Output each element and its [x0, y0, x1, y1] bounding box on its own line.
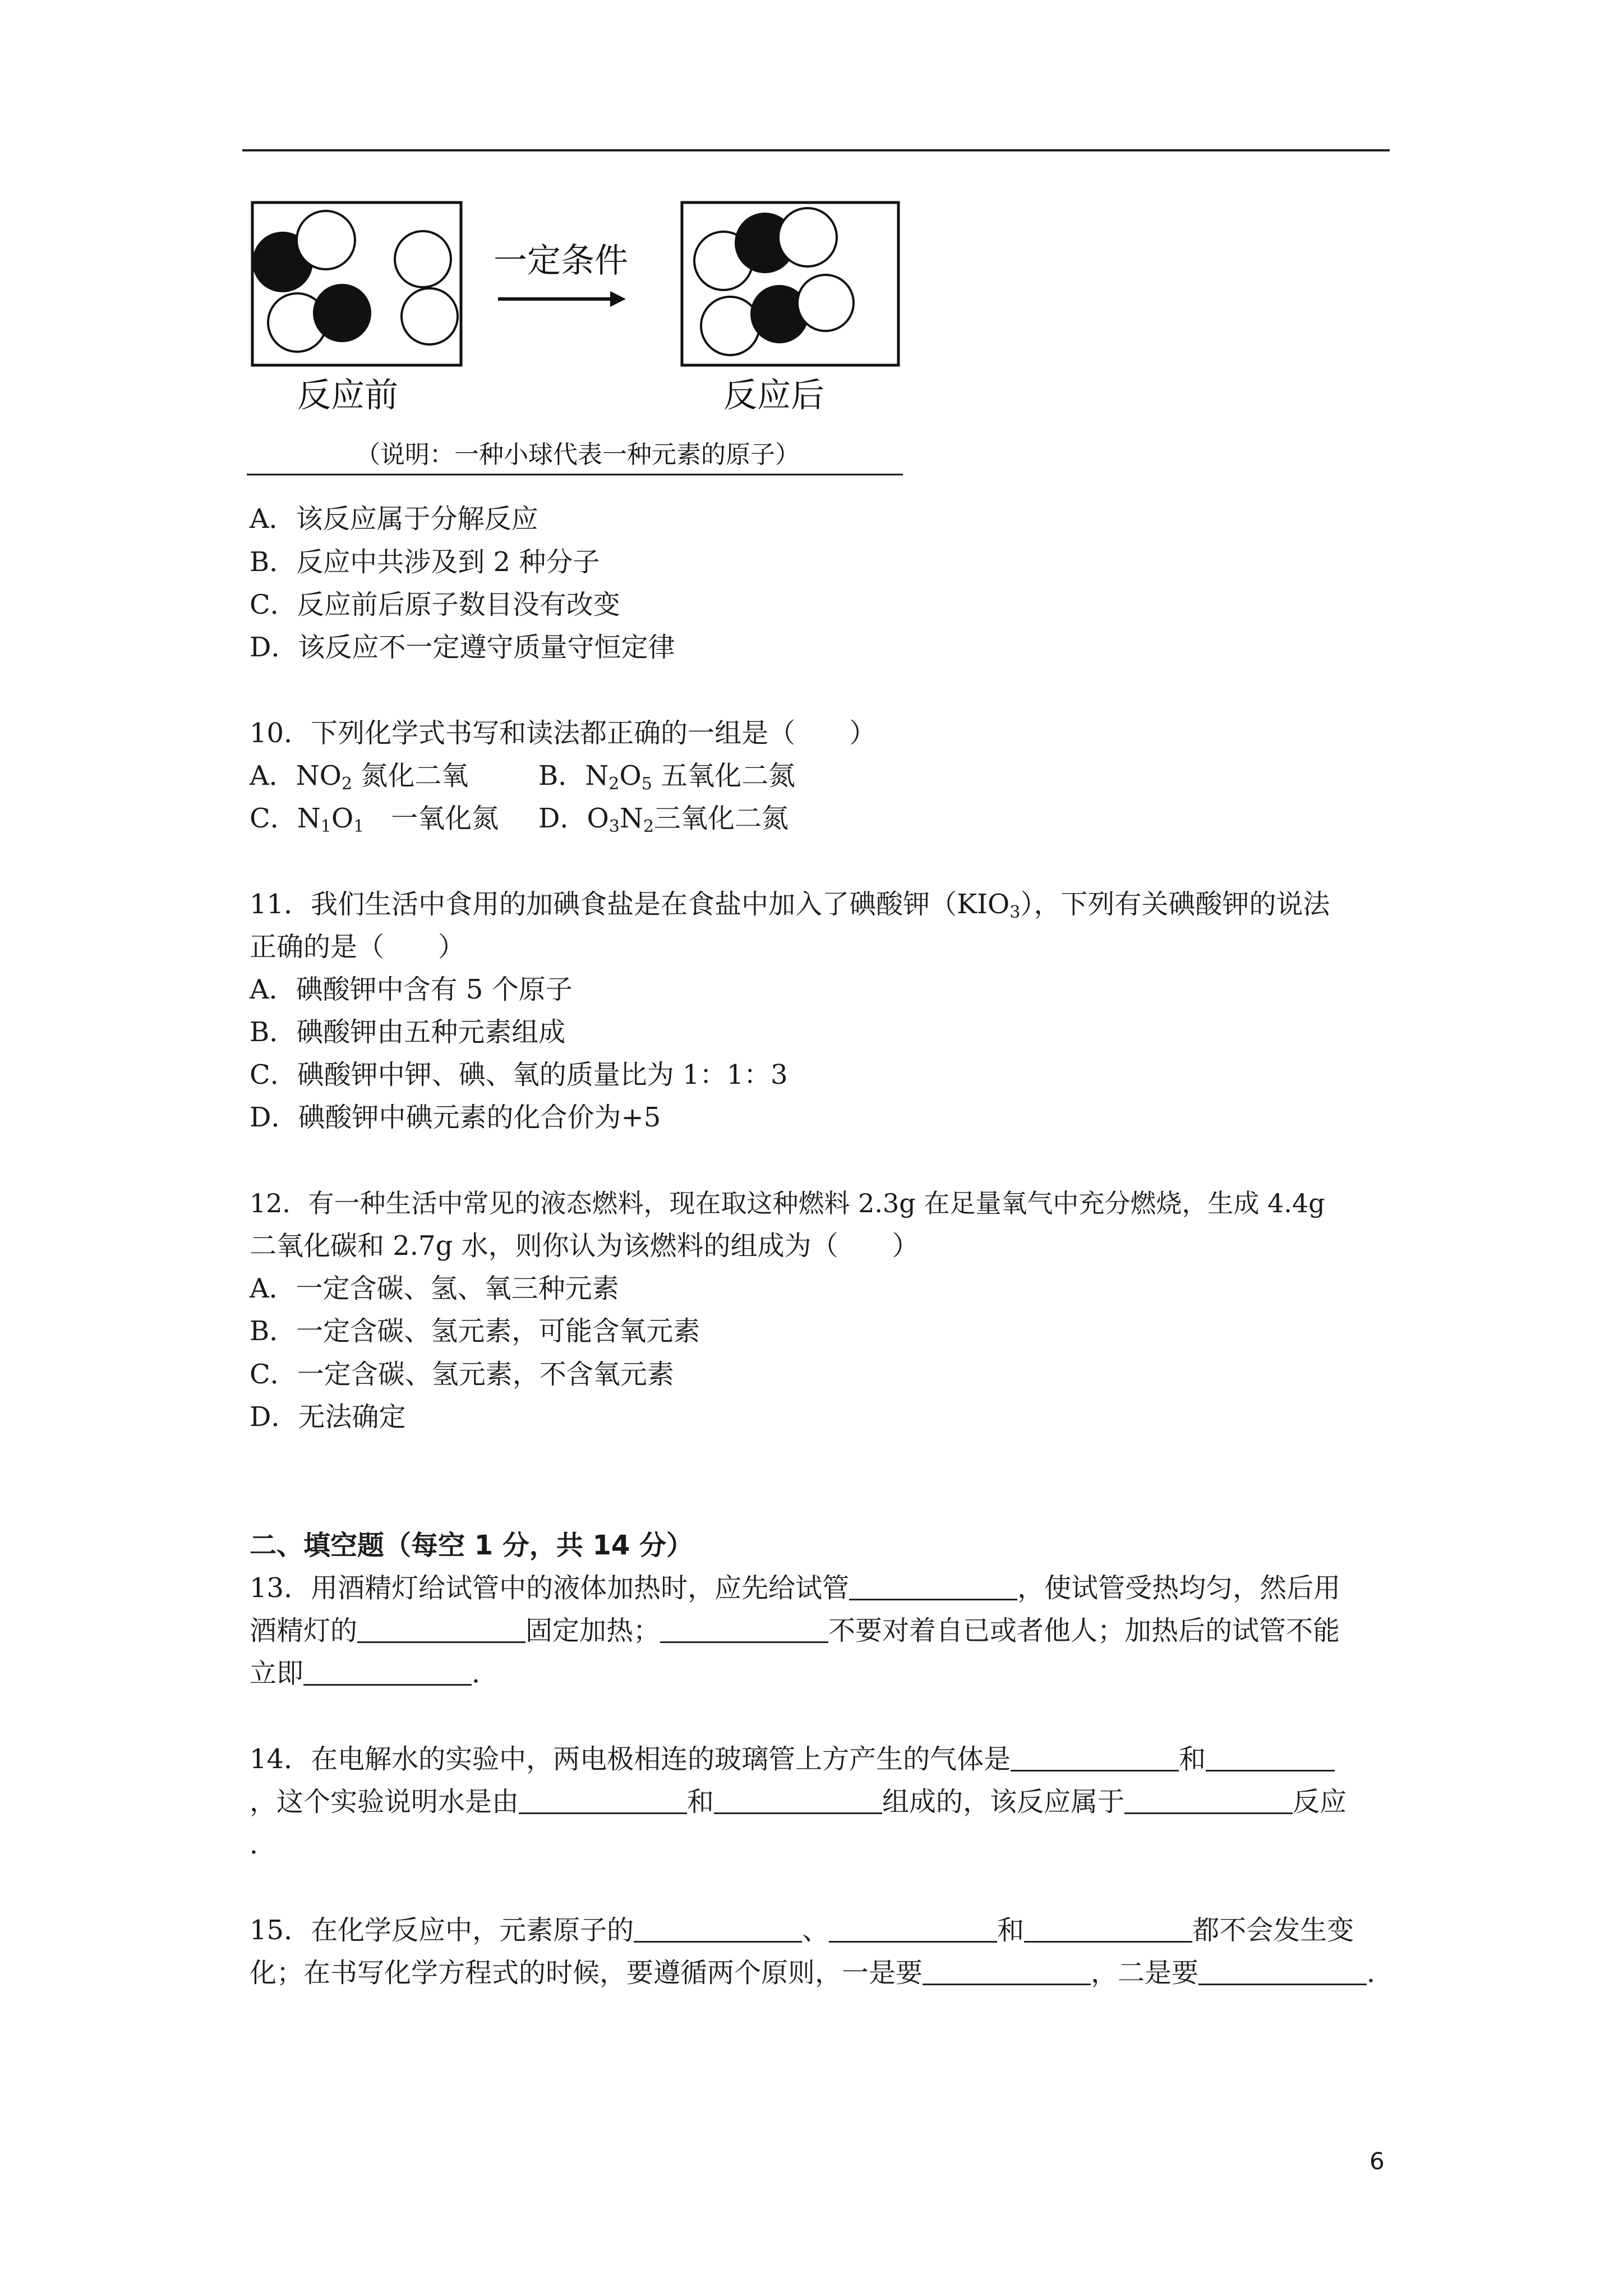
q9-option-d: D．该反应不一定遵守质量守恒定律	[250, 632, 675, 663]
white-atom	[778, 208, 837, 266]
answer-blank[interactable]	[1011, 1745, 1179, 1772]
q11-stem-line2: 正确的是（ ）	[250, 931, 465, 963]
answer-blank[interactable]	[303, 1659, 472, 1686]
figure-caption: （说明：一种小球代表一种元素的原子）	[356, 440, 800, 469]
answer-blank[interactable]	[660, 1617, 828, 1643]
q13-line1: 13．用酒精灯给试管中的液体加热时，应先给试管 ，使试管受热均匀，然后用	[250, 1572, 1341, 1604]
answer-blank[interactable]	[1024, 1916, 1192, 1943]
q13-line3: 立即 ．	[250, 1658, 499, 1689]
answer-blank[interactable]	[714, 1788, 882, 1814]
arrow-label: 一定条件	[494, 241, 628, 280]
black-atom	[314, 285, 370, 341]
q9-option-c: C．反应前后原子数目没有改变	[250, 589, 620, 620]
answer-blank[interactable]	[519, 1788, 687, 1814]
answer-blank[interactable]	[634, 1916, 802, 1943]
q10-option-a: A．$NO_2$ 氮化二氧	[250, 760, 469, 794]
answer-blank[interactable]	[923, 1959, 1091, 1985]
page-number: 6	[1370, 2147, 1385, 2175]
answer-blank[interactable]	[1206, 1745, 1335, 1772]
white-atom	[395, 231, 451, 287]
q10-option-b: B．$N_2O_5$ 五氧化二氮	[538, 760, 796, 794]
white-atom	[797, 275, 854, 331]
header-rule	[242, 149, 1390, 151]
q10-option-d: D．$O_3N_2$三氧化二氮	[538, 803, 789, 836]
q12-stem-line2: 二氧化碳和 2.7g 水，则你认为该燃料的组成为（ ）	[250, 1230, 919, 1262]
q11-option-c: C．碘酸钾中钾、碘、氧的质量比为 1：1：3	[250, 1059, 788, 1091]
q12-option-b: B．一定含碳、氢元素，可能含氧元素	[250, 1315, 700, 1347]
q11-stem-line1: 11．我们生活中食用的加碘食盐是在食盐中加入了碘酸钾$(KIO_3)$，下列有关碘酸钾的说法	[250, 889, 1330, 922]
section-heading: 二、填空题（每空 1 分，共 14 分）	[250, 1530, 694, 1561]
q11-option-b: B．碘酸钾由五种元素组成	[250, 1016, 566, 1048]
q15-line2: 化；在书写化学方程式的时候，要遵循两个原则，一是要 ，二是要 ．	[250, 1957, 1394, 1989]
white-atom	[701, 297, 759, 355]
q10-option-c: C．$N_1O_1$ 一氧化氮	[250, 803, 499, 836]
q15-line1: 15．在化学反应中，元素原子的 、 和 都不会发生变	[250, 1915, 1354, 1946]
reaction-diagram	[247, 199, 903, 476]
answer-blank[interactable]	[1198, 1959, 1367, 1985]
answer-blank[interactable]	[849, 1574, 1017, 1600]
q11-option-d: D．碘酸钾中碘元素的化合价为+5	[250, 1102, 661, 1133]
answer-blank[interactable]	[357, 1617, 525, 1643]
after-label: 反应后	[723, 376, 824, 415]
white-atom	[297, 211, 355, 269]
q12-option-c: C．一定含碳、氢元素，不含氧元素	[250, 1359, 674, 1390]
q13-line2: 酒精灯的 固定加热； 不要对着自已或者他人；加热后的试管不能	[250, 1615, 1340, 1646]
q12-option-a: A．一定含碳、氢、氧三种元素	[250, 1273, 619, 1304]
q14-line2: ，这个实验说明水是由 和 组成的，该反应属于 反应	[250, 1786, 1347, 1818]
q14-line3: ．	[250, 1829, 277, 1860]
q10-stem: 10．下列化学式书写和读法都正确的一组是（ ）	[250, 717, 877, 749]
answer-blank[interactable]	[829, 1916, 997, 1943]
q14-line1: 14．在电解水的实验中，两电极相连的玻璃管上方产生的气体是 和	[250, 1742, 1335, 1776]
answer-blank[interactable]	[1124, 1788, 1293, 1814]
white-atom	[402, 288, 458, 344]
q9-option-a: A．该反应属于分解反应	[250, 503, 538, 535]
q9-option-b: B．反应中共涉及到 2 种分子	[250, 546, 600, 578]
q11-option-a: A．碘酸钾中含有 5 个原子	[250, 974, 573, 1005]
q12-stem-line1: 12．有一种生活中常见的液态燃料，现在取这种燃料 2.3g 在足量氧气中充分燃烧，生成 4.4g	[250, 1188, 1325, 1218]
q12-option-d: D．无法确定	[250, 1401, 406, 1433]
before-label: 反应前	[297, 376, 398, 415]
